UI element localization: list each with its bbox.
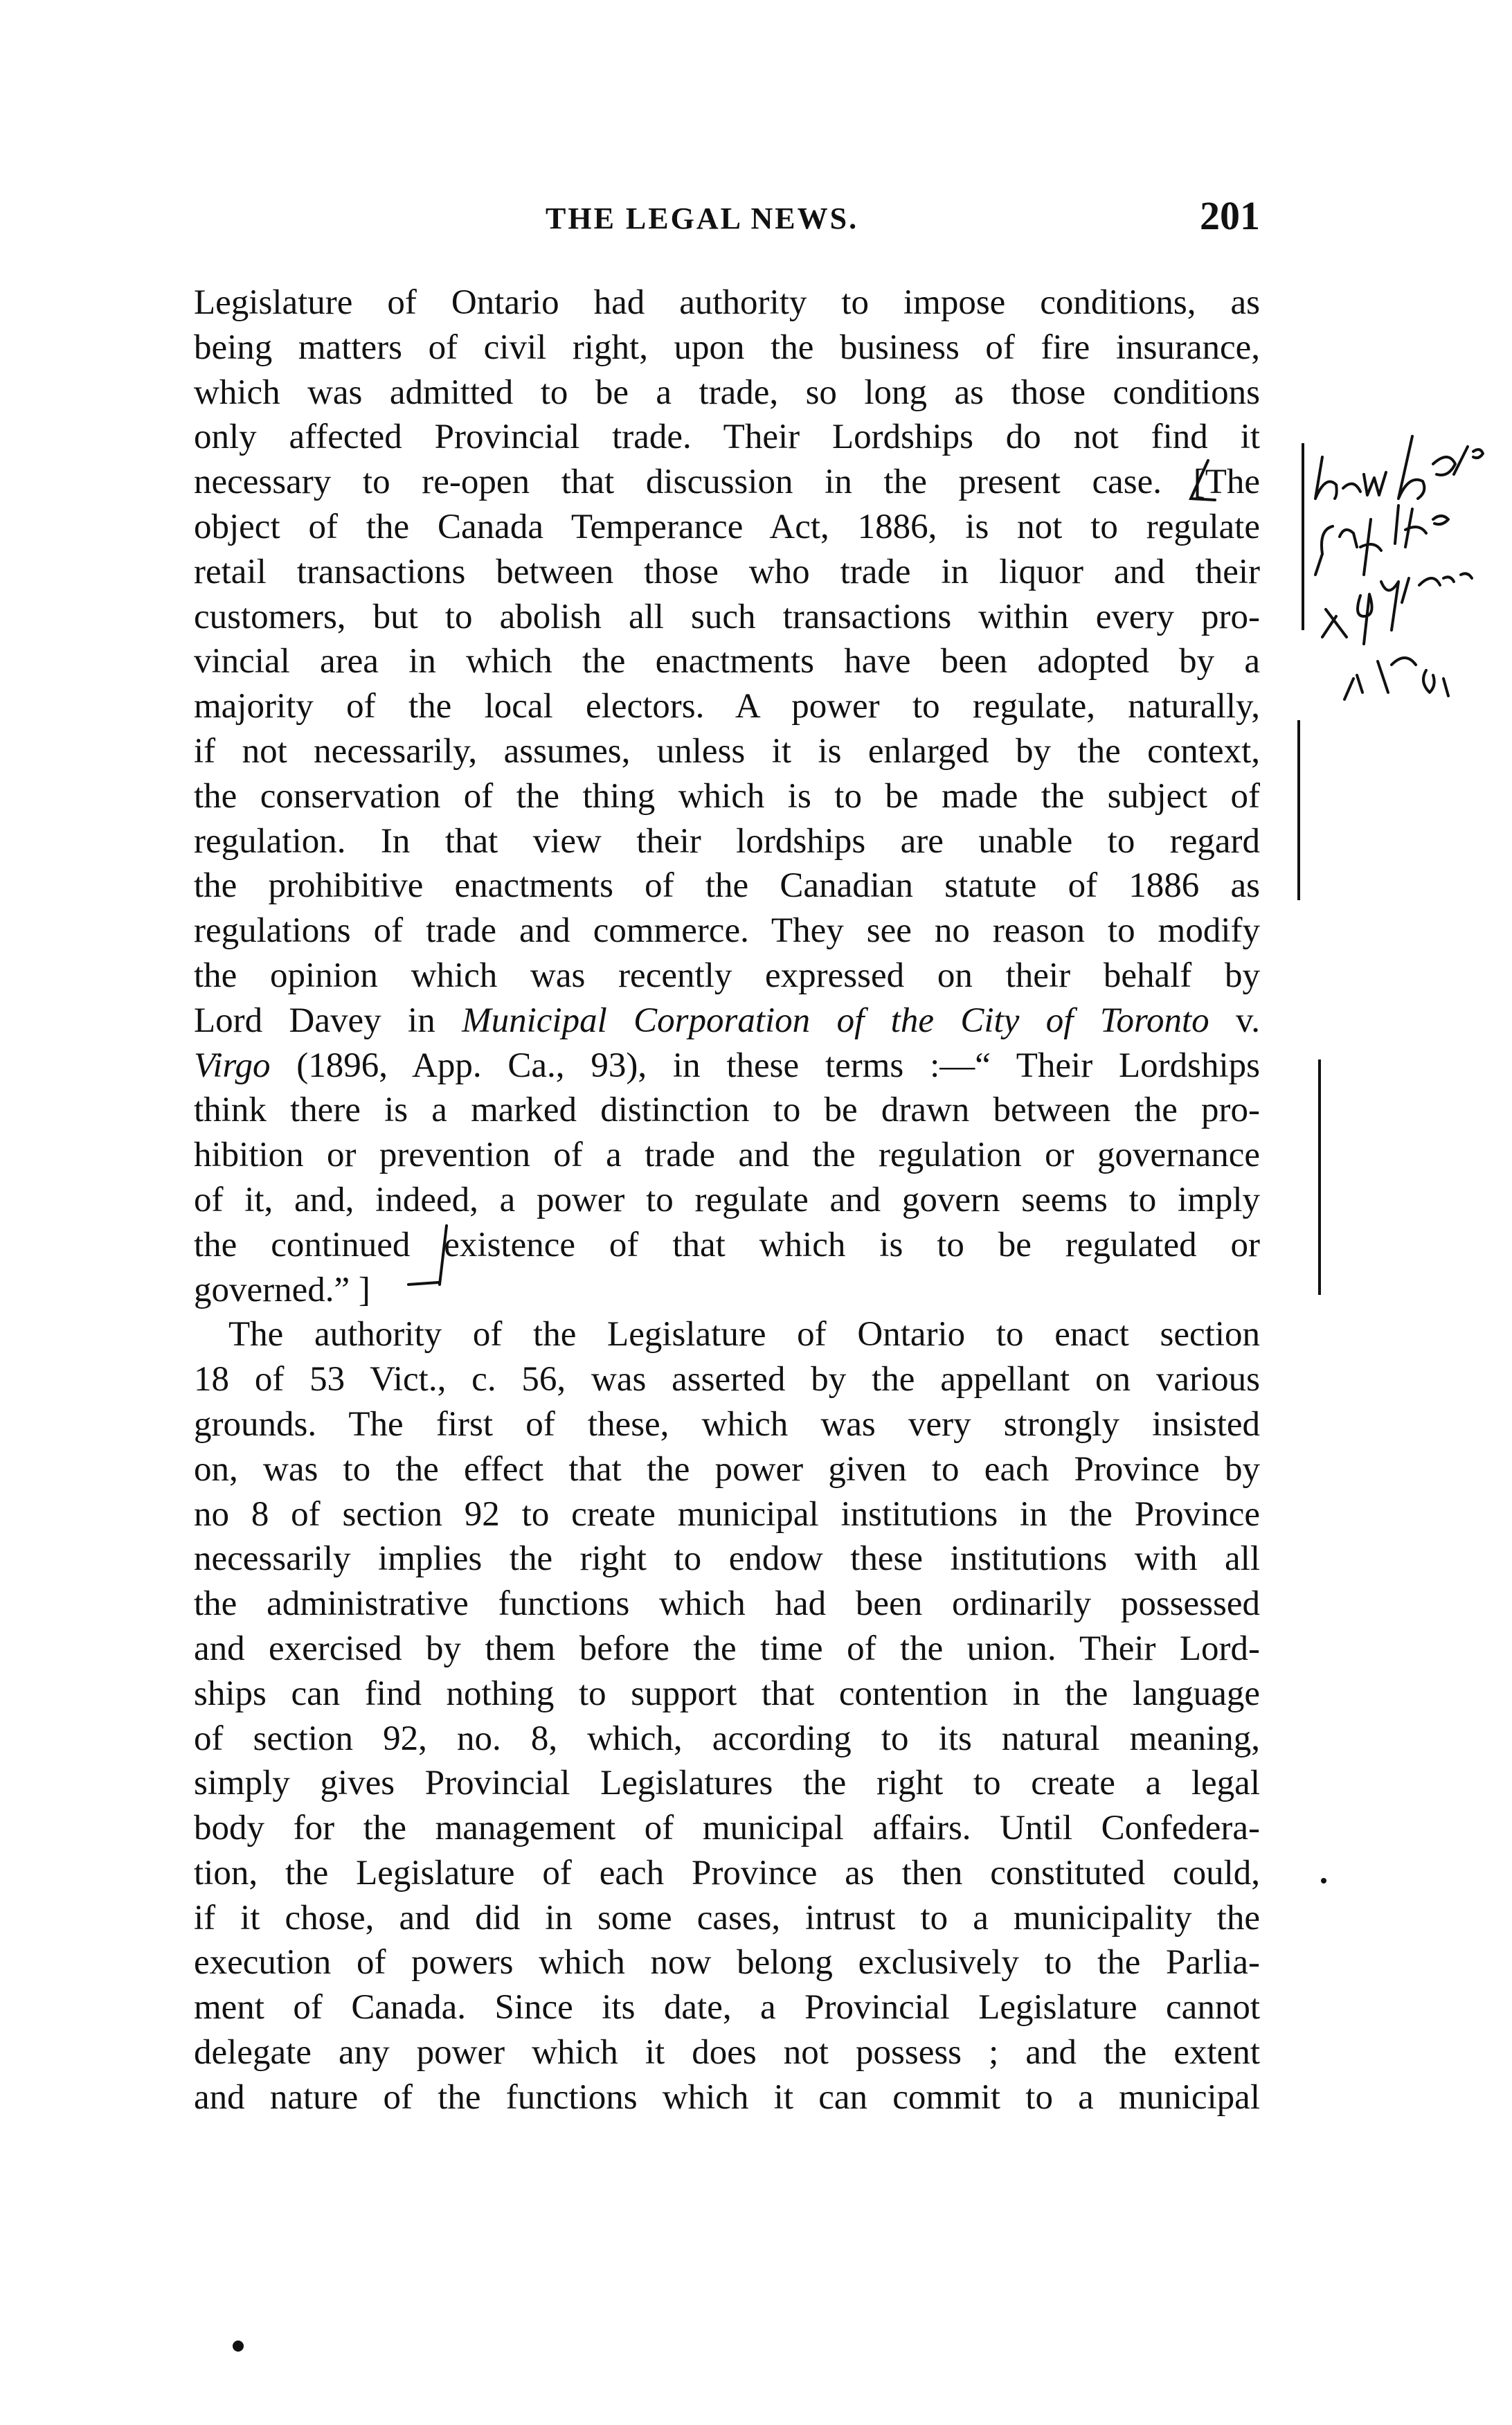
ink-dot: [233, 2341, 244, 2352]
text-line-case-citation: [194, 1044, 1260, 1089]
handwritten-annotation: [1295, 409, 1502, 720]
text-line: the prohibitive enactments of the Canadian statute of 1886 as: [194, 866, 1260, 906]
text-line: object of the Canada Temperance Act, 1886, is not to regulate: [194, 507, 1260, 546]
page-header: [194, 193, 1260, 241]
running-title: THE LEGAL NEWS.: [546, 202, 859, 235]
case-name-italic: Municipal Corporation of the City of Toronto: [462, 1001, 1209, 1040]
text-line: necessary to re-open that discussion in the present case. [The: [194, 463, 1260, 502]
text-line: delegate any power which it does not possess ; and the extent: [194, 2033, 1260, 2073]
handwritten-bracket: [405, 1219, 453, 1302]
text-line: on, was to the effect that the power given to each Province by: [194, 1449, 1260, 1489]
text-line: the administrative functions which had been ordinarily possessed: [194, 1584, 1260, 1624]
text-line-case-citation: [194, 999, 1260, 1044]
paragraph-2: [194, 1312, 1260, 2120]
text-segment: v.: [1209, 1001, 1260, 1040]
text-line: of section 92, no. 8, which, according to its natural meaning,: [194, 1719, 1260, 1758]
text-line: if not necessarily, assumes, unless it is enlarged by the context,: [194, 731, 1260, 771]
text-line-first: The authority of the Legislature of Ontario to enact section: [228, 1315, 1260, 1354]
text-line: retail transactions between those who trade in liquor and their: [194, 552, 1260, 591]
text-line: customers, but to abolish all such transactions within every pro-: [194, 597, 1260, 636]
text-line: no 8 of section 92 to create municipal institutions in the Province: [194, 1494, 1260, 1534]
body-text: [194, 280, 1260, 2120]
text-line: which was admitted to be a trade, so long as those conditions: [194, 373, 1260, 412]
text-line: simply gives Provincial Legislatures the right to create a legal: [194, 1764, 1260, 1803]
text-line: being matters of civil right, upon the business of fire insurance,: [194, 328, 1260, 367]
text-line: the conservation of the thing which is to be made the subject of: [194, 776, 1260, 816]
text-line: of it, and, indeed, a power to regulate and govern seems to imply: [194, 1180, 1260, 1219]
text-line: execution of powers which now belong exclusively to the Parlia-: [194, 1943, 1260, 1983]
text-line: if it chose, and did in some cases, intrust to a municipality the: [194, 1898, 1260, 1938]
text-line: and exercised by them before the time of the union. Their Lord-: [194, 1629, 1260, 1668]
page-number: 201: [1200, 193, 1260, 238]
text-line: regulation. In that view their lordships are unable to regard: [194, 821, 1260, 861]
text-line: Legislature of Ontario had authority to impose conditions, as: [194, 283, 1260, 322]
text-line: necessarily implies the right to endow these institutions with all: [194, 1539, 1260, 1579]
text-line: the continued existence of that which is to be regulated or: [194, 1225, 1260, 1264]
text-line: grounds. The first of these, which was very strongly insisted: [194, 1404, 1260, 1444]
text-line: ment of Canada. Since its date, a Provincial Legislature cannot: [194, 1988, 1260, 2028]
text-line: regulations of trade and commerce. They see no reason to modify: [194, 911, 1260, 951]
case-name-italic: Virgo: [194, 1046, 271, 1085]
text-line: ships can find nothing to support that contention in the language: [194, 1674, 1260, 1713]
text-line: vincial area in which the enactments have been adopted by a: [194, 642, 1260, 681]
text-line-last: governed.” ]: [194, 1270, 370, 1309]
margin-bracket-line: [1302, 443, 1304, 630]
text-segment: (1896, App. Ca., 93), in these terms :—“ Their Lordships: [270, 1046, 1260, 1085]
margin-bracket-line: [1318, 1059, 1321, 1295]
text-line: body for the management of municipal affairs. Until Confedera-: [194, 1809, 1260, 1848]
margin-bracket-line: [1297, 720, 1300, 900]
paragraph-1: [194, 280, 1260, 1312]
text-line: majority of the local electors. A power to regulate, naturally,: [194, 687, 1260, 726]
text-line: only affected Provincial trade. Their Lordships do not find it: [194, 418, 1260, 457]
text-line: think there is a marked distinction to be drawn between the pro-: [194, 1091, 1260, 1130]
text-line: 18 of 53 Vict., c. 56, was asserted by the appellant on various: [194, 1360, 1260, 1399]
text-segment: Lord Davey in: [194, 1001, 462, 1040]
ink-dot: [1321, 1878, 1326, 1883]
text-line: tion, the Legislature of each Province as then constituted could,: [194, 1853, 1260, 1892]
handwritten-bracket: [1180, 457, 1222, 512]
text-line: the opinion which was recently expressed on their behalf by: [194, 956, 1260, 995]
text-line: and nature of the functions which it can commit to a municipal: [194, 2077, 1260, 2117]
text-line: hibition or prevention of a trade and the regulation or governance: [194, 1136, 1260, 1175]
